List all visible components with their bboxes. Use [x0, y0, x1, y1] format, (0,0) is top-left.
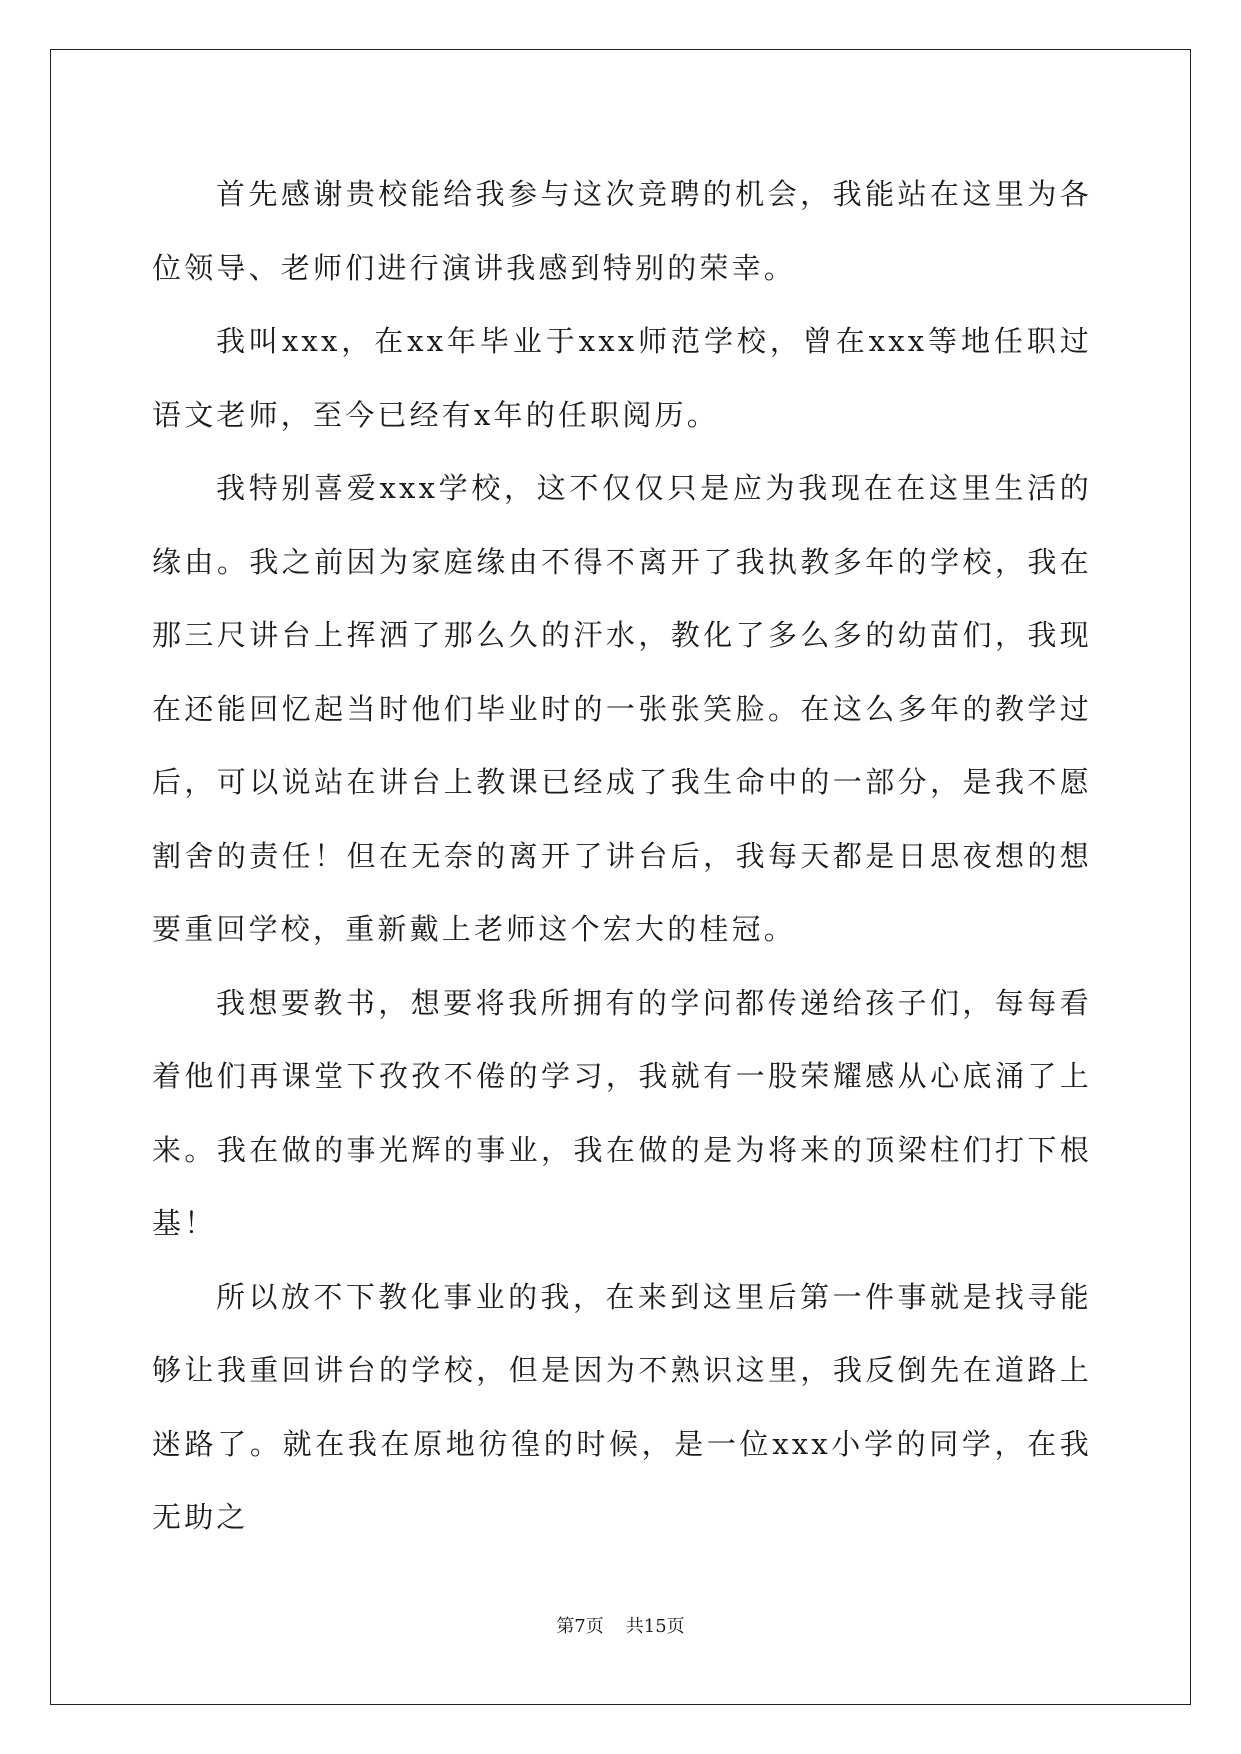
page-total: 共15页: [625, 1616, 685, 1637]
paragraph: 首先感谢贵校能给我参与这次竞聘的机会，我能站在这里为各位领导、老师们进行演讲我感到特别的荣幸。: [152, 177, 1092, 285]
paragraph: 所以放不下教化事业的我，在来到这里后第一件事就是找寻能够让我重回讲台的学校，但是因为不熟识这里，我反倒先在道路上迷路了。就在我在原地彷徨的时候，是一位xxx小学的同学，在我无助之: [152, 1279, 1092, 1534]
document-body: [152, 158, 1092, 1555]
paragraph: 我想要教书，想要将我所拥有的学问都传递给孩子们，每每看着他们再课堂下孜孜不倦的学习，我就有一股荣耀感从心底涌了上来。我在做的事光辉的事业，我在做的是为将来的顶梁柱们打下根基！: [152, 985, 1092, 1240]
page-number: 第7页: [556, 1616, 604, 1637]
paragraph: 我叫xxx，在xx年毕业于xxx师范学校，曾在xxx等地任职过语文老师，至今已经有x年的任职阅历。: [152, 324, 1092, 432]
page-footer: [0, 1612, 1241, 1638]
paragraph: 我特别喜爱xxx学校，这不仅仅只是应为我现在在这里生活的缘由。我之前因为家庭缘由不得不离开了我执教多年的学校，我在那三尺讲台上挥洒了那么久的汗水，教化了多么多的幼苗们，我现在还能回忆起当时他们毕业时的一张张笑脸。在这么多年的教学过后，可以说站在讲台上教课已经成了我生命中的一部分，是我不愿割舍的责任！但在无奈的离开了讲台后，我每天都是日思夜想的想要重回学校，重新戴上老师这个宏大的桂冠。: [152, 471, 1092, 946]
